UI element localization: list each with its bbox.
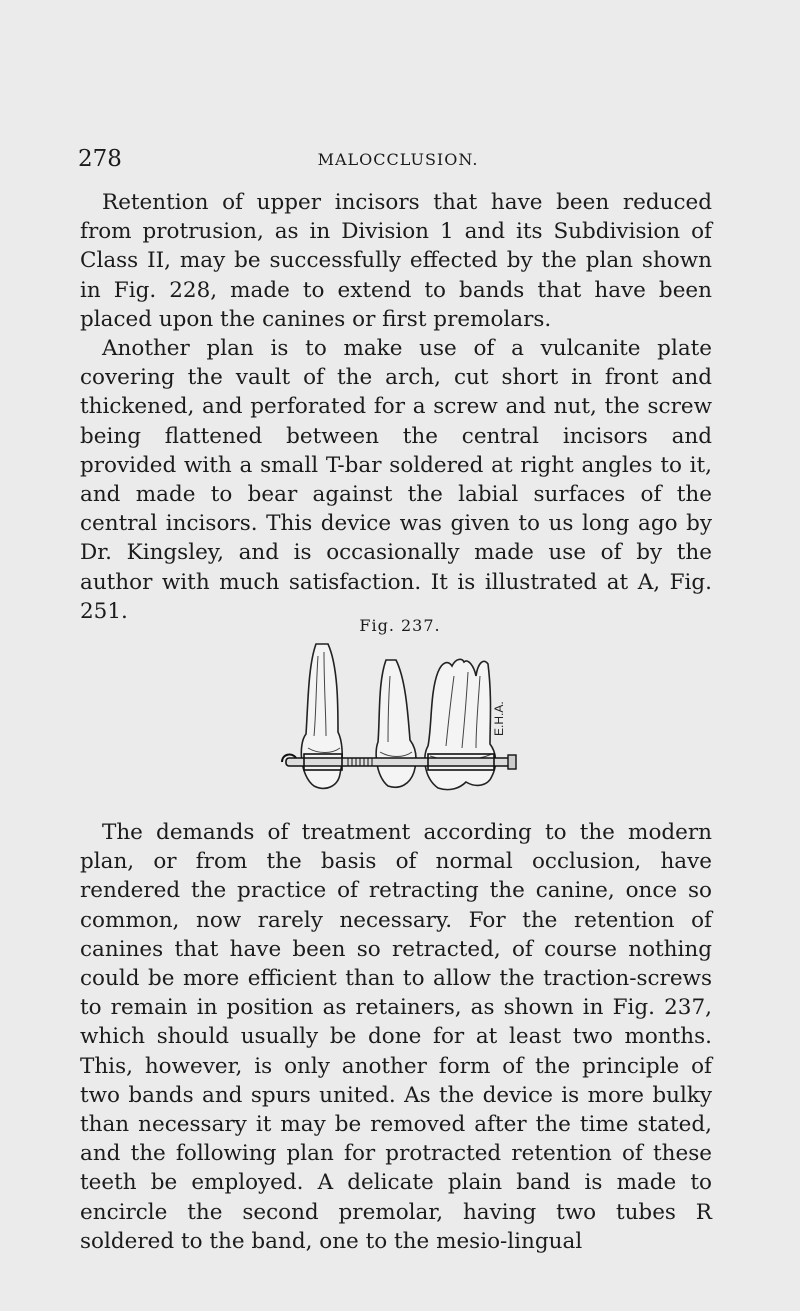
artist-signature: E.H.A. (492, 701, 506, 736)
paragraph-vulcanite-plate: Another plan is to make use of a vulcanite plate covering the vault of the arch, cut short in front and thickened, and perforated for a screw and nut, the screw being flattened between the central incisors and provided with a small T-bar soldered at right angles to it, and made to bear against the labial surfaces of the central incisors. This device was given to us long ago by Dr. Kingsley, and is occasionally made use of by the author with much satisfaction. It is illustrated at A, Fig. 251. (80, 336, 712, 624)
figure-caption: Fig. 237. (359, 616, 441, 635)
paragraph-retention-incisors: Retention of upper incisors that have been reduced from protrusion, as in Division 1 and its Subdivision of Class II, may be successfully effected by the plan shown in Fig. 228, made to extend to bands that have been placed upon the canines or first premolars. (80, 190, 712, 332)
page-header (78, 146, 718, 176)
figure-237-illustration (278, 636, 523, 796)
paragraph-retracting-canine: The demands of treatment according to the modern plan, or from the basis of normal occlusion, have rendered the practice of retracting the canine, once so common, now rarely necessary. For the retention of canines that have been so retracted, of course nothing could be more efficient than to allow the traction-screws to remain in position as retainers, as shown in Fig. 237, which should usually be done for at least two months. This, however, is only another form of the principle of two bands and spurs united. As the device is more bulky than necessary it may be removed after the time stated, and the following plan for protracted retention of these teeth be employed. A delicate plain band is made to encircle the second premolar, having two tubes R soldered to the band, one to the mesio-lingual (80, 820, 712, 1254)
running-title: MALOCCLUSION. (317, 150, 479, 169)
page-number: 278 (78, 146, 122, 172)
traction-screw-teeth-drawing (278, 636, 523, 796)
